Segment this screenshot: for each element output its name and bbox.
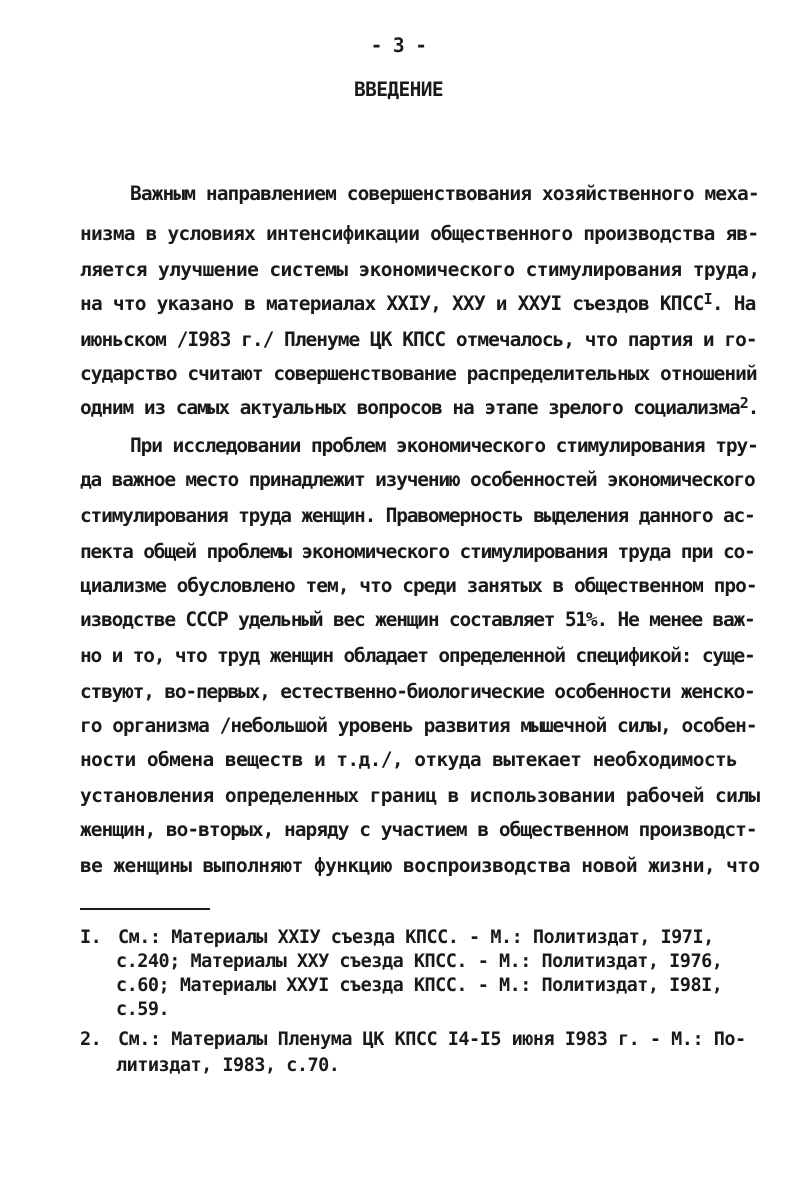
heading: ВВЕДЕНИЕ xyxy=(353,78,444,101)
p2-line-1: При исследовании проблем экономического стимулирования тру- xyxy=(130,434,758,457)
p2-line-7: но и то, что труд женщин обладает определенной спецификой: суще- xyxy=(80,644,755,667)
footnote-1-line-3: с.60; Материалы XXУI съезда КПСС. - М.: Политиздат, I98I, xyxy=(116,975,723,996)
p1-line-1: Важным направлением совершенствования хозяйственного меха- xyxy=(130,182,759,205)
p2-line-12: женщин, во-вторых, наряду с участием в общественном производст- xyxy=(80,818,757,841)
p2-line-3: стимулирования труда женщин. Правомерность выделения данного ас- xyxy=(80,504,755,527)
p2-line-2: да важное место принадлежит изучению особенностей экономического xyxy=(80,468,755,491)
p1-line-7: одним из самых актуальных вопросов на этапе зрелого социализма$^2$. xyxy=(80,394,759,419)
footnote-1-line-2: с.240; Материалы XXУ съезда КПСС. - М.: Политиздат, I976, xyxy=(116,951,723,972)
page-number: - 3 - xyxy=(370,34,427,57)
p2-line-6: изводстве СССР удельный вес женщин составляет 51%. Не менее важ- xyxy=(80,608,755,631)
p1-line-5: июньском /I983 г./ Пленуме ЦК КПСС отмечалось, что партия и го- xyxy=(80,328,757,351)
footnote-ref-2: 2 xyxy=(739,394,748,412)
footnote-2-number: 2. xyxy=(80,1029,102,1050)
p1-line-3: ляется улучшение системы экономического стимулирования труда, xyxy=(80,258,760,281)
footnote-1-line-4: с.59. xyxy=(116,999,170,1020)
footnote-1-line-1: См.: Материалы XXIУ съезда КПСС. - М.: Политиздат, I97I, xyxy=(118,927,714,948)
p2-line-8: ствуют, во-первых, естественно-биологические особенности женско- xyxy=(80,680,755,703)
footnote-2-line-1: См.: Материалы Пленума ЦК КПСС I4-I5 июня I983 г. - М.: По- xyxy=(118,1029,746,1050)
p2-line-5: циализме обусловлено тем, что среди занятых в общественном про- xyxy=(80,574,757,597)
p2-line-10: ности обмена веществ и т.д./, откуда вытекает необходимость xyxy=(80,748,738,771)
p1-line-6: сударство считают совершенствование распределительных отношений xyxy=(80,362,757,385)
footnote-separator xyxy=(80,908,210,910)
p1-line-4: на что указано в материалах XXIУ, XXУ и XXУI съездов $КПСС^I$. На xyxy=(80,290,756,315)
footnote-ref-1: I xyxy=(703,290,712,308)
p2-line-4: пекта общей проблемы экономического стимулирования труда при со- xyxy=(80,540,755,563)
footnote-1-number: I. xyxy=(80,927,102,948)
p2-line-11: установления определенных границ в использовании рабочей силы xyxy=(80,784,760,807)
footnote-2-line-2: литиздат, I983, с.70. xyxy=(116,1055,340,1076)
p2-line-9: го организма /небольшой уровень развития мышечной силы, особен- xyxy=(80,714,757,737)
p2-line-13: ве женщины выполняют функцию воспроизводства новой жизни, что xyxy=(80,854,760,877)
p1-line-2: низма в условиях интенсификации общественного производства яв- xyxy=(80,222,759,245)
